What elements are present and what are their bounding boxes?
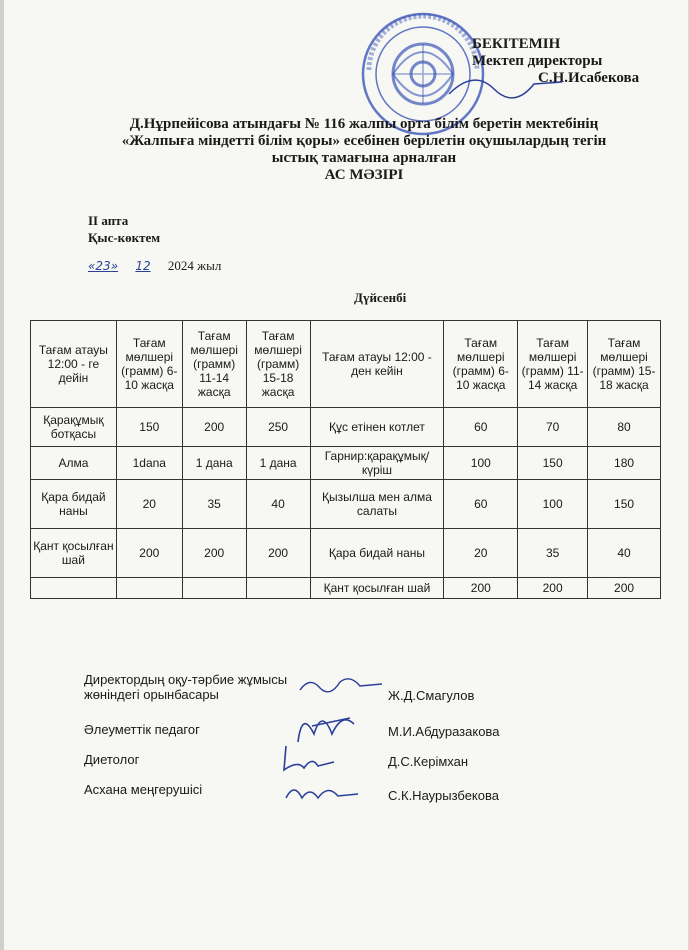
- signatory-role-line: Директордың оқу-тәрбие жұмысы: [84, 672, 288, 687]
- title-line-4: АС МӘЗІРІ: [324, 167, 404, 183]
- table-cell: Қант қосылған шай: [31, 529, 117, 578]
- header-cell: Тағам атауы 12:00 - ден кейін: [310, 321, 444, 408]
- table-cell: 100: [518, 480, 588, 529]
- header-cell: Тағам мөлшері (грамм) 11-14 жасқа: [182, 321, 246, 408]
- signature-3-icon: [278, 742, 338, 776]
- table-cell: 60: [444, 408, 518, 447]
- day-name: Дүйсенбі: [354, 290, 407, 305]
- approval-name: С.Н.Исабекова: [538, 70, 640, 86]
- table-cell: 20: [116, 480, 182, 529]
- table-cell: 180: [588, 447, 661, 480]
- table-header-row: [31, 321, 661, 408]
- table-cell: 200: [246, 529, 310, 578]
- date-line: [88, 258, 221, 274]
- table-row: [31, 480, 661, 529]
- title-line-3: ыстық тамағына арналған: [271, 150, 457, 166]
- header-cell: Тағам мөлшері (грамм) 15-18 жасқа: [246, 321, 310, 408]
- date-open-quote: «: [88, 259, 96, 273]
- week-label: II апта: [88, 213, 129, 228]
- signatory-name-3: Д.С.Керімхан: [388, 754, 469, 769]
- table-cell: 150: [588, 480, 661, 529]
- table-cell: 20: [444, 529, 518, 578]
- table-cell: 1dana: [116, 447, 182, 480]
- title-line-2: «Жалпыға міндетті білім қоры» есебінен берілетін оқушылардың тегін: [121, 133, 607, 149]
- table-cell: Қант қосылған шай: [310, 578, 444, 599]
- menu-table: [30, 320, 661, 599]
- date-year: 2024 жыл: [167, 258, 222, 273]
- date-close-quote: »: [110, 259, 119, 273]
- header-cell: Тағам мөлшері (грамм) 6-10 жасқа: [444, 321, 518, 408]
- table-cell: 150: [518, 447, 588, 480]
- signatory-name-1: Ж.Д.Смагулов: [388, 688, 475, 703]
- table-cell: [31, 578, 117, 599]
- signatory-role-4: Асхана меңгерушісі: [84, 782, 203, 797]
- signatory-role-1: [84, 672, 287, 702]
- table-cell: 200: [182, 408, 246, 447]
- signature-4-icon: [282, 778, 362, 808]
- table-cell: Қарақұмық ботқасы: [31, 408, 117, 447]
- date-month: 12: [135, 259, 151, 273]
- document-title: [84, 116, 644, 184]
- table-cell: 80: [588, 408, 661, 447]
- table-cell: Құс етінен котлет: [310, 408, 444, 447]
- table-row: [31, 578, 661, 599]
- table-cell: 200: [182, 529, 246, 578]
- signatory-role-line: жөніндегі орынбасары: [84, 687, 219, 702]
- table-cell: 60: [444, 480, 518, 529]
- table-cell: [116, 578, 182, 599]
- table-cell: [246, 578, 310, 599]
- header-cell: Тағам атауы 12:00 - ге дейін: [31, 321, 117, 408]
- header-cell: Тағам мөлшері (грамм) 15-18 жасқа: [588, 321, 661, 408]
- table-row: [31, 408, 661, 447]
- director-signature-icon: [444, 64, 564, 104]
- table-cell: Қара бидай наны: [310, 529, 444, 578]
- title-line-1: Д.Нұрпейісова атындағы № 116 жалпы орта білім беретін мектебінің: [129, 116, 599, 132]
- table-cell: Алма: [31, 447, 117, 480]
- table-cell: 35: [182, 480, 246, 529]
- table-cell: 1 дана: [246, 447, 310, 480]
- table-cell: 200: [116, 529, 182, 578]
- table-cell: 250: [246, 408, 310, 447]
- table-cell: Қара бидай наны: [31, 480, 117, 529]
- table-cell: 1 дана: [182, 447, 246, 480]
- table-cell: 40: [246, 480, 310, 529]
- header-cell: Тағам мөлшері (грамм) 11-14 жасқа: [518, 321, 588, 408]
- approval-position: Мектеп директоры: [472, 53, 603, 69]
- date-day: 23: [95, 259, 111, 273]
- approval-heading: БЕКІТЕМІН: [472, 36, 561, 52]
- table-cell: 35: [518, 529, 588, 578]
- signatory-name-2: М.И.Абдуразакова: [388, 724, 500, 739]
- table-cell: 200: [588, 578, 661, 599]
- table-row: [31, 447, 661, 480]
- header-cell: Тағам мөлшері (грамм) 6-10 жасқа: [116, 321, 182, 408]
- table-cell: 70: [518, 408, 588, 447]
- week-info: [88, 212, 160, 246]
- table-cell: [182, 578, 246, 599]
- table-cell: 200: [444, 578, 518, 599]
- signature-1-icon: [296, 672, 386, 700]
- table-cell: 40: [588, 529, 661, 578]
- signatory-name-4: С.К.Наурызбекова: [388, 788, 499, 803]
- table-cell: 150: [116, 408, 182, 447]
- signatory-role-3: Диетолог: [84, 752, 140, 767]
- season-label: Қыс-көктем: [88, 230, 161, 245]
- table-cell: Гарнир:қарақұмық/ күріш: [310, 447, 444, 480]
- table-cell: 100: [444, 447, 518, 480]
- table-row: [31, 529, 661, 578]
- table-cell: Қызылша мен алма салаты: [310, 480, 444, 529]
- signatory-role-2: Әлеуметтік педагог: [84, 722, 200, 737]
- table-cell: 200: [518, 578, 588, 599]
